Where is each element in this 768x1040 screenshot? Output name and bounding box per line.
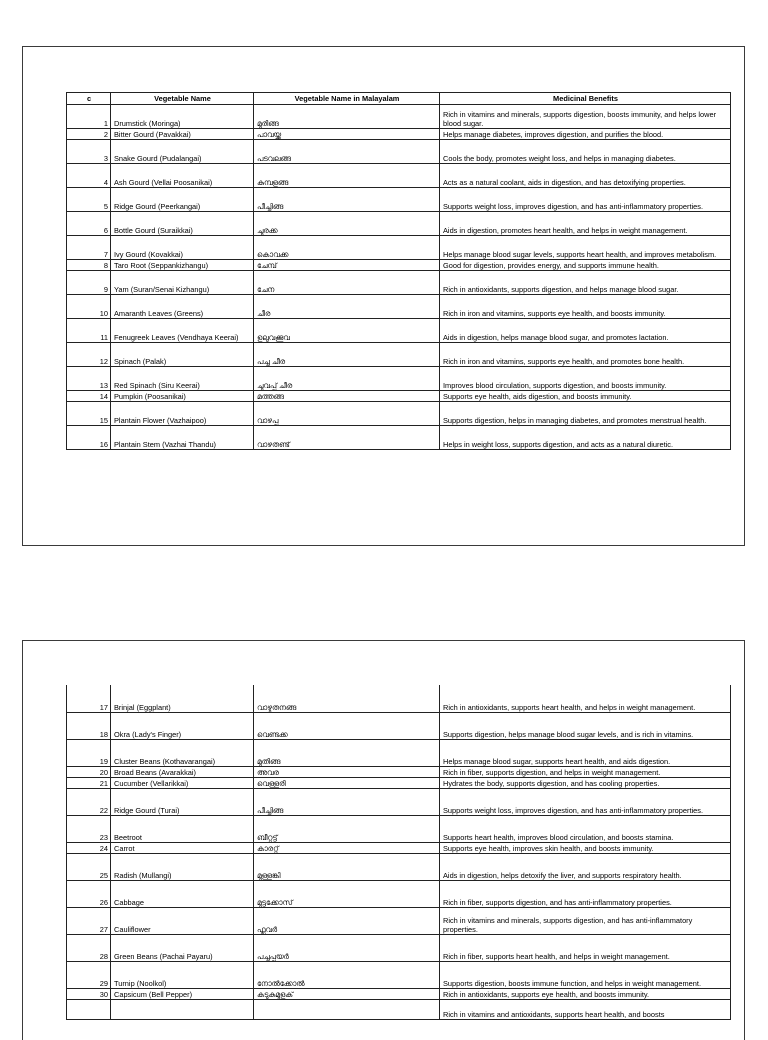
medicinal-benefit: Rich in fiber, supports heart health, and helps in weight management. (440, 934, 731, 961)
medicinal-benefit: Helps manage blood sugar levels, supports heart health, and improves metabolism. (440, 236, 731, 260)
vegetable-name: Amaranth Leaves (Greens) (111, 295, 254, 319)
medicinal-benefit: Rich in iron and vitamins, supports eye health, and boosts immunity. (440, 295, 731, 319)
vegetable-name: Red Spinach (Siru Keerai) (111, 367, 254, 391)
table-row (67, 999, 731, 1019)
malayalam-name: കൊവക്ക (254, 236, 440, 260)
malayalam-name: അവര (254, 766, 440, 777)
medicinal-benefit: Aids in digestion, helps detoxify the liver, and supports respiratory health. (440, 853, 731, 880)
medicinal-benefit: Rich in iron and vitamins, supports eye health, and promotes bone health. (440, 343, 731, 367)
table-row (67, 236, 731, 260)
malayalam-name: വാഴപ്പൂ (254, 402, 440, 426)
medicinal-benefit: Helps manage diabetes, improves digestion, and purifies the blood. (440, 129, 731, 140)
row-number: 10 (67, 295, 111, 319)
medicinal-benefit: Supports eye health, improves skin health, and boosts immunity. (440, 842, 731, 853)
medicinal-benefit: Supports digestion, helps manage blood sugar levels, and is rich in vitamins. (440, 712, 731, 739)
document-page-2 (22, 640, 745, 1040)
medicinal-benefit: Improves blood circulation, supports digestion, and boosts immunity. (440, 367, 731, 391)
table-row (67, 129, 731, 140)
vegetable-name: Broad Beans (Avarakkai) (111, 766, 254, 777)
row-number: 27 (67, 907, 111, 934)
row-number: 13 (67, 367, 111, 391)
row-number: 18 (67, 712, 111, 739)
table-row (67, 391, 731, 402)
vegetable-name: Drumstick (Moringa) (111, 105, 254, 129)
vegetable-table-page-1 (66, 92, 731, 450)
malayalam-name: പീച്ചിങ്ങ (254, 788, 440, 815)
document-page-1 (22, 46, 745, 546)
vegetable-name: Snake Gourd (Pudalangai) (111, 140, 254, 164)
table-row (67, 105, 731, 129)
vegetable-name: Cluster Beans (Kothavarangai) (111, 739, 254, 766)
vegetable-table-page-2 (66, 685, 731, 1020)
vegetable-name: Fenugreek Leaves (Vendhaya Keerai) (111, 319, 254, 343)
malayalam-name: ചേമ്പ് (254, 260, 440, 271)
malayalam-name: ചുരക്ക (254, 212, 440, 236)
medicinal-benefit: Rich in fiber, supports digestion, and has anti-inflammatory properties. (440, 880, 731, 907)
table-row (67, 853, 731, 880)
malayalam-name: പാവയ്ക്ക (254, 129, 440, 140)
row-number: 30 (67, 988, 111, 999)
malayalam-name: നോൽക്കോൽ (254, 961, 440, 988)
medicinal-benefit: Rich in antioxidants, supports eye health, and boosts immunity. (440, 988, 731, 999)
table-row (67, 343, 731, 367)
malayalam-name: വെണ്ടക്ക (254, 712, 440, 739)
table-header-row (67, 93, 731, 105)
medicinal-benefit: Helps in weight loss, supports digestion, and acts as a natural diuretic. (440, 426, 731, 450)
vegetable-name: Cabbage (111, 880, 254, 907)
table-row (67, 260, 731, 271)
row-number: 15 (67, 402, 111, 426)
row-number: 14 (67, 391, 111, 402)
row-number: 22 (67, 788, 111, 815)
table-row (67, 295, 731, 319)
row-number: 2 (67, 129, 111, 140)
vegetable-name: Ash Gourd (Vellai Poosanikai) (111, 164, 254, 188)
malayalam-name: ചീര (254, 295, 440, 319)
malayalam-name: മുതിങ്ങ (254, 739, 440, 766)
medicinal-benefit: Supports weight loss, improves digestion, and has anti-inflammatory properties. (440, 788, 731, 815)
medicinal-benefit: Supports heart health, improves blood circulation, and boosts stamina. (440, 815, 731, 842)
medicinal-benefit: Aids in digestion, promotes heart health, and helps in weight management. (440, 212, 731, 236)
medicinal-benefit: Cools the body, promotes weight loss, and helps in managing diabetes. (440, 140, 731, 164)
table-row (67, 766, 731, 777)
table-row (67, 961, 731, 988)
row-number (67, 999, 111, 1019)
table-row (67, 842, 731, 853)
malayalam-name: മുരിങ്ങ (254, 105, 440, 129)
malayalam-name: കാരറ്റ് (254, 842, 440, 853)
vegetable-name: Plantain Flower (Vazhaipoo) (111, 402, 254, 426)
malayalam-name: കുമ്പളങ്ങ (254, 164, 440, 188)
row-number: 25 (67, 853, 111, 880)
medicinal-benefit: Hydrates the body, supports digestion, and has cooling properties. (440, 777, 731, 788)
medicinal-benefit: Rich in vitamins and minerals, supports digestion, and has anti-inflammatory properties. (440, 907, 731, 934)
table-row (67, 685, 731, 712)
vegetable-name: Bottle Gourd (Suraikkai) (111, 212, 254, 236)
malayalam-name: ഫ്ലവർ (254, 907, 440, 934)
vegetable-name: Green Beans (Pachai Payaru) (111, 934, 254, 961)
table-row (67, 739, 731, 766)
row-number: 20 (67, 766, 111, 777)
malayalam-name: പീച്ചിങ്ങ (254, 188, 440, 212)
vegetable-name: Radish (Mullangi) (111, 853, 254, 880)
header-medicinal-benefits: Medicinal Benefits (440, 93, 731, 105)
table-row (67, 777, 731, 788)
vegetable-name: Plantain Stem (Vazhai Thandu) (111, 426, 254, 450)
table-row (67, 988, 731, 999)
vegetable-name: Ridge Gourd (Peerkangai) (111, 188, 254, 212)
vegetable-name: Yam (Suran/Senai Kizhangu) (111, 271, 254, 295)
row-number: 23 (67, 815, 111, 842)
header-malayalam-name: Vegetable Name in Malayalam (254, 93, 440, 105)
vegetable-name: Carrot (111, 842, 254, 853)
table-row (67, 934, 731, 961)
malayalam-name: ഉലുവക്കൂവ (254, 319, 440, 343)
vegetable-name: Cucumber (Vellarikkai) (111, 777, 254, 788)
vegetable-name: Bitter Gourd (Pavakkai) (111, 129, 254, 140)
row-number: 16 (67, 426, 111, 450)
row-number: 6 (67, 212, 111, 236)
medicinal-benefit: Rich in antioxidants, supports heart health, and helps in weight management. (440, 685, 731, 712)
table-row (67, 880, 731, 907)
row-number: 3 (67, 140, 111, 164)
malayalam-name: മത്തങ്ങ (254, 391, 440, 402)
medicinal-benefit: Rich in antioxidants, supports digestion, and helps manage blood sugar. (440, 271, 731, 295)
row-number: 1 (67, 105, 111, 129)
medicinal-benefit: Supports digestion, boosts immune function, and helps in weight management. (440, 961, 731, 988)
malayalam-name: മുള്ളങ്കി (254, 853, 440, 880)
row-number: 21 (67, 777, 111, 788)
row-number: 9 (67, 271, 111, 295)
vegetable-name: Brinjal (Eggplant) (111, 685, 254, 712)
vegetable-name: Ivy Gourd (Kovakkai) (111, 236, 254, 260)
medicinal-benefit: Rich in vitamins and antioxidants, supports heart health, and boosts (440, 999, 731, 1019)
table-row (67, 402, 731, 426)
table-row (67, 907, 731, 934)
malayalam-name: വാഴുതനങ്ങ (254, 685, 440, 712)
malayalam-name: കടുകുമുളക് (254, 988, 440, 999)
malayalam-name: വാഴതണ്ട് (254, 426, 440, 450)
table-row (67, 815, 731, 842)
medicinal-benefit: Supports digestion, helps in managing diabetes, and promotes menstrual health. (440, 402, 731, 426)
medicinal-benefit: Supports weight loss, improves digestion, and has anti-inflammatory properties. (440, 188, 731, 212)
row-number: 12 (67, 343, 111, 367)
malayalam-name: വെള്ളരി (254, 777, 440, 788)
table-row (67, 188, 731, 212)
vegetable-name: Spinach (Palak) (111, 343, 254, 367)
vegetable-name: Capsicum (Bell Pepper) (111, 988, 254, 999)
row-number: 26 (67, 880, 111, 907)
malayalam-name (254, 999, 440, 1019)
medicinal-benefit: Rich in vitamins and minerals, supports digestion, boosts immunity, and helps lower blood sugar. (440, 105, 731, 129)
medicinal-benefit: Supports eye health, aids digestion, and boosts immunity. (440, 391, 731, 402)
vegetable-name: Cauliflower (111, 907, 254, 934)
malayalam-name: ബീറ്റ്റൂട്ട് (254, 815, 440, 842)
malayalam-name: ചേന (254, 271, 440, 295)
malayalam-name: പച്ചപ്പയർ (254, 934, 440, 961)
row-number: 5 (67, 188, 111, 212)
vegetable-name: Ridge Gourd (Turai) (111, 788, 254, 815)
medicinal-benefit: Helps manage blood sugar, supports heart health, and aids digestion. (440, 739, 731, 766)
vegetable-name: Beetroot (111, 815, 254, 842)
row-number: 19 (67, 739, 111, 766)
vegetable-name: Taro Root (Seppankizhangu) (111, 260, 254, 271)
row-number: 7 (67, 236, 111, 260)
vegetable-name (111, 999, 254, 1019)
row-number: 24 (67, 842, 111, 853)
header-vegetable-name: Vegetable Name (111, 93, 254, 105)
table-row (67, 140, 731, 164)
table-row (67, 367, 731, 391)
malayalam-name: പടവലങ്ങ (254, 140, 440, 164)
table-row (67, 271, 731, 295)
vegetable-name: Okra (Lady's Finger) (111, 712, 254, 739)
table-row (67, 712, 731, 739)
medicinal-benefit: Rich in fiber, supports digestion, and helps in weight management. (440, 766, 731, 777)
vegetable-name: Turnip (Noolkol) (111, 961, 254, 988)
medicinal-benefit: Acts as a natural coolant, aids in digestion, and has detoxifying properties. (440, 164, 731, 188)
row-number: 17 (67, 685, 111, 712)
medicinal-benefit: Good for digestion, provides energy, and supports immune health. (440, 260, 731, 271)
vegetable-name: Pumpkin (Poosanikai) (111, 391, 254, 402)
row-number: 4 (67, 164, 111, 188)
row-number: 29 (67, 961, 111, 988)
table-row (67, 319, 731, 343)
header-c: c (67, 93, 111, 105)
medicinal-benefit: Aids in digestion, helps manage blood sugar, and promotes lactation. (440, 319, 731, 343)
row-number: 8 (67, 260, 111, 271)
row-number: 11 (67, 319, 111, 343)
table-row (67, 212, 731, 236)
table-row (67, 426, 731, 450)
malayalam-name: മുട്ടക്കോസ് (254, 880, 440, 907)
table-row (67, 164, 731, 188)
row-number: 28 (67, 934, 111, 961)
table-row (67, 788, 731, 815)
malayalam-name: പച്ച ചീര (254, 343, 440, 367)
malayalam-name: ചുവപ്പ് ചീര (254, 367, 440, 391)
